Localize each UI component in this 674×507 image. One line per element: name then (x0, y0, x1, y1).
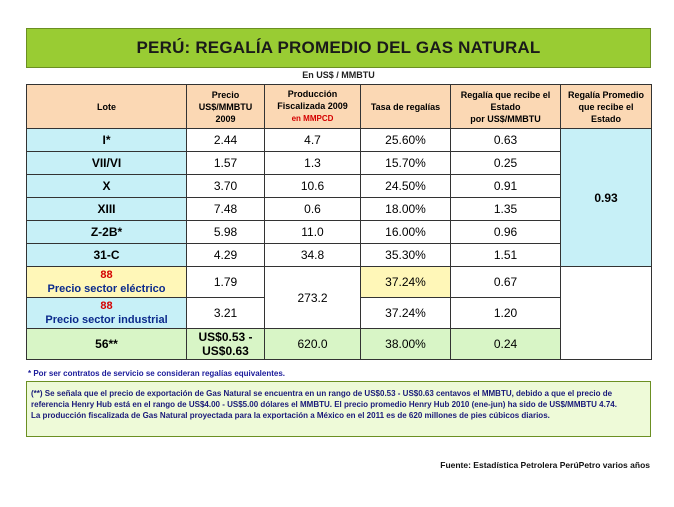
page-title (26, 28, 651, 68)
table-row-56 (27, 329, 652, 360)
cell-tasa: 15.70% (361, 152, 451, 175)
table-row (27, 175, 652, 198)
cell-precio: 2.44 (187, 129, 265, 152)
note-paragraph-1: (**) Se señala que el precio de exportación de Gas Natural se encuentra en un rango de US$0.53 - US$0.63 centavos el MMBTU, debido a que el precio de referencia Henry Hub está en el rango de US$4.00 - US$5.00 dólares el MMBTU. El precio promedio Henry Hub 2010 (ene-jun) ha sido de US$/MMBTU 4.74. (31, 389, 617, 409)
table-row (27, 244, 652, 267)
cell-lote: I* (27, 129, 187, 152)
cell-produccion-88: 273.2 (265, 267, 361, 329)
cell-produccion: 4.7 (265, 129, 361, 152)
cell-regalia: 1.20 (451, 298, 561, 329)
cell-produccion: 11.0 (265, 221, 361, 244)
cell-produccion: 620.0 (265, 329, 361, 360)
cell-regalia: 0.96 (451, 221, 561, 244)
cell-regalia: 0.91 (451, 175, 561, 198)
cell-tasa: 25.60% (361, 129, 451, 152)
header-produccion: Producción Fiscalizada 2009 en MMPCD (265, 85, 361, 129)
cell-tasa: 18.00% (361, 198, 451, 221)
header-lote: Lote (27, 85, 187, 129)
cell-regalia: 0.67 (451, 267, 561, 298)
header-row (27, 85, 652, 129)
cell-regalia: 0.63 (451, 129, 561, 152)
table-row (27, 152, 652, 175)
title-text: PERÚ: REGALÍA PROMEDIO DEL GAS NATURAL (136, 38, 541, 57)
cell-lote: X (27, 175, 187, 198)
cell-tasa: 35.30% (361, 244, 451, 267)
cell-regalia-promedio: 0.93 (561, 129, 652, 267)
cell-tasa: 16.00% (361, 221, 451, 244)
cell-produccion: 0.6 (265, 198, 361, 221)
cell-precio: 5.98 (187, 221, 265, 244)
cell-empty (561, 267, 652, 360)
header-promedio: Regalía Promedio que recibe el Estado (561, 85, 652, 129)
header-precio: Precio US$/MMBTU 2009 (187, 85, 265, 129)
header-tasa: Tasa de regalías (361, 85, 451, 129)
note-box (26, 381, 651, 437)
units-label: En US$ / MMBTU (302, 70, 375, 80)
royalty-table (26, 84, 652, 360)
cell-tasa: 24.50% (361, 175, 451, 198)
cell-produccion: 1.3 (265, 152, 361, 175)
cell-precio: US$0.53 - US$0.63 (187, 329, 265, 360)
table-row (27, 129, 652, 152)
cell-precio: 1.79 (187, 267, 265, 298)
cell-lote-88-industrial: 88 Precio sector industrial (27, 298, 187, 329)
table-row (27, 198, 652, 221)
cell-tasa: 37.24% (361, 267, 451, 298)
table-row (27, 221, 652, 244)
cell-precio: 7.48 (187, 198, 265, 221)
cell-produccion: 34.8 (265, 244, 361, 267)
cell-tasa: 38.00% (361, 329, 451, 360)
cell-precio: 3.21 (187, 298, 265, 329)
cell-lote: VII/VI (27, 152, 187, 175)
cell-regalia: 1.35 (451, 198, 561, 221)
note-paragraph-2: La producción fiscalizada de Gas Natural proyectada para la exportación a México en el 2011 es de 620 millones de pies cúbicos diarios. (31, 411, 550, 420)
cell-precio: 4.29 (187, 244, 265, 267)
cell-regalia: 0.25 (451, 152, 561, 175)
cell-tasa: 37.24% (361, 298, 451, 329)
cell-lote: Z-2B* (27, 221, 187, 244)
cell-precio: 3.70 (187, 175, 265, 198)
cell-regalia: 0.24 (451, 329, 561, 360)
cell-lote: 31-C (27, 244, 187, 267)
cell-lote: 56** (27, 329, 187, 360)
header-regalia: Regalía que recibe el Estado por US$/MMBTU (451, 85, 561, 129)
cell-produccion: 10.6 (265, 175, 361, 198)
table-row-88-electrico (27, 267, 652, 298)
cell-lote: XIII (27, 198, 187, 221)
footnote: * Por ser contratos de servicio se consideran regalías equivalentes. (28, 369, 285, 378)
source-citation: Fuente: Estadística Petrolera PerúPetro varios años (440, 460, 650, 470)
cell-precio: 1.57 (187, 152, 265, 175)
cell-lote-88-electrico: 88 Precio sector eléctrico (27, 267, 187, 298)
cell-regalia: 1.51 (451, 244, 561, 267)
